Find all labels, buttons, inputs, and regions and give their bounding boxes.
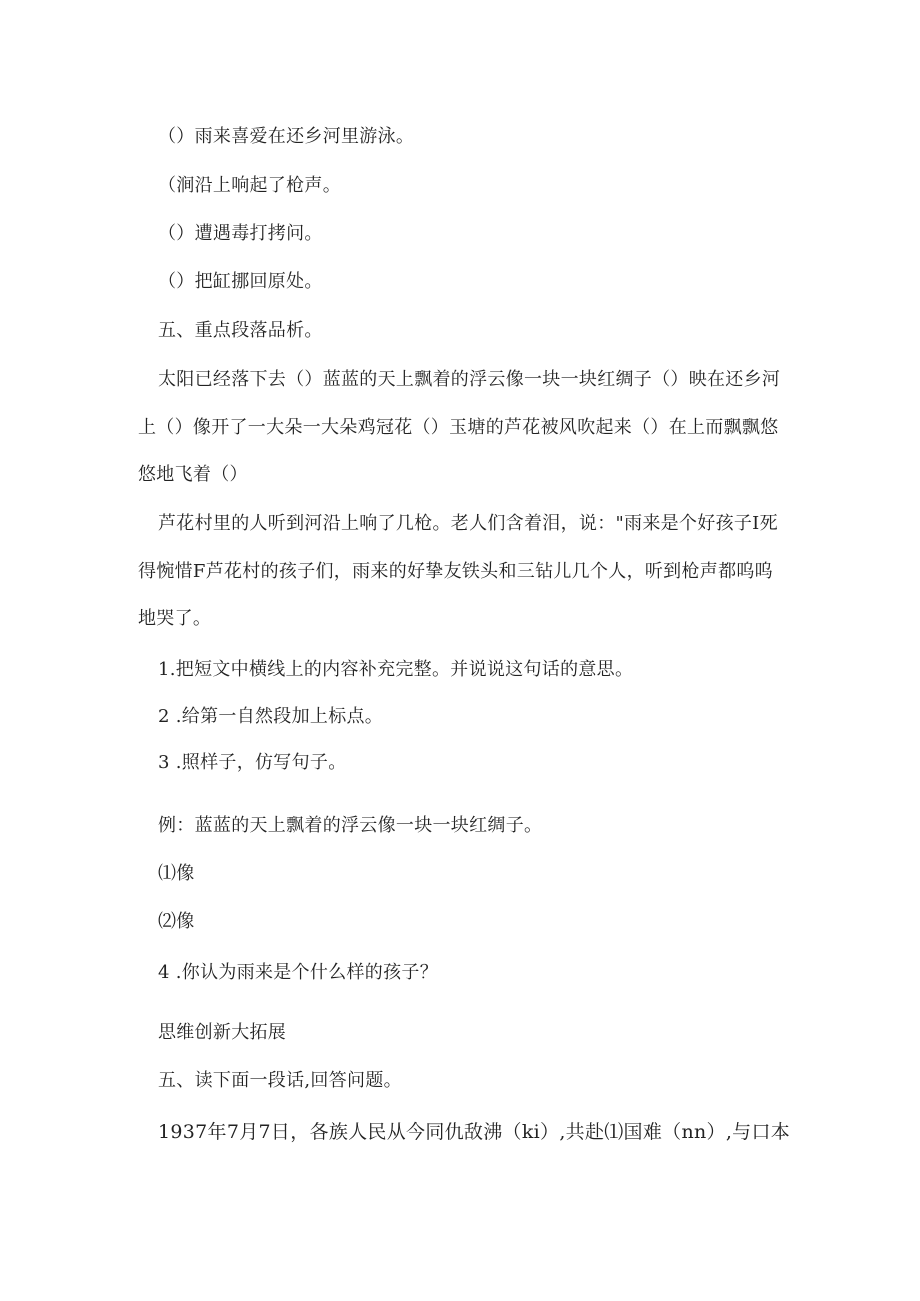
question-4: 4 .你认为雨来是个什么样的孩子？ — [158, 962, 438, 983]
section-heading-key-paragraph: 五、重点段落品析。 — [158, 320, 323, 341]
reading-passage-line-1: 1937年7月7日，各族人民从今同仇敌沸（ki）,共赴⑴国难（nn）,与口本 — [158, 1121, 791, 1143]
section-heading-extension: 思维创新大拓展 — [158, 1022, 287, 1043]
paragraph-2-line-2: 得惋惜F芦花村的孩子们，雨来的好挚友铁头和三钻儿几个人，听到枪声都呜呜 — [138, 561, 773, 582]
question-3: 3 .照样子，仿写句子。 — [158, 752, 347, 773]
imitation-line-2: ⑵像 — [158, 911, 195, 932]
paragraph-1-line-2: 上（）像开了一大朵一大朵鸡冠花（）玉塘的芦花被风吹起来（）在上而飘飘悠 — [138, 417, 779, 438]
ordering-item-4: （）把缸挪回原处。 — [158, 271, 323, 292]
ordering-item-2: （涧沿上响起了枪声。 — [158, 175, 341, 196]
question-2: 2 .给第一自然段加上标点。 — [158, 706, 384, 727]
imitation-line-1: ⑴像 — [158, 863, 195, 884]
question-1: 1.把短文中横线上的内容补充完整。并说说这句话的意思。 — [158, 659, 634, 680]
example-sentence: 例：蓝蓝的天上飘着的浮云像一块一块红绸子。 — [158, 815, 543, 836]
paragraph-1-line-3: 悠地飞着（） — [138, 464, 248, 485]
paragraph-2-line-3: 地哭了。 — [138, 608, 212, 629]
ordering-item-3: （）遭遇毒打拷问。 — [158, 223, 323, 244]
paragraph-2-line-1: 芦花村里的人听到河沿上响了几枪。老人们含着泪，说："雨来是个好孩子I死 — [158, 513, 778, 534]
paragraph-1-line-1: 太阳已经落下去（）蓝蓝的天上飘着的浮云像一块一块红绸子（）映在还乡河 — [158, 369, 781, 390]
ordering-item-1: （）雨来喜爱在还乡河里游泳。 — [158, 126, 415, 147]
section-heading-reading: 五、读下面一段话,回答问题。 — [158, 1070, 402, 1091]
